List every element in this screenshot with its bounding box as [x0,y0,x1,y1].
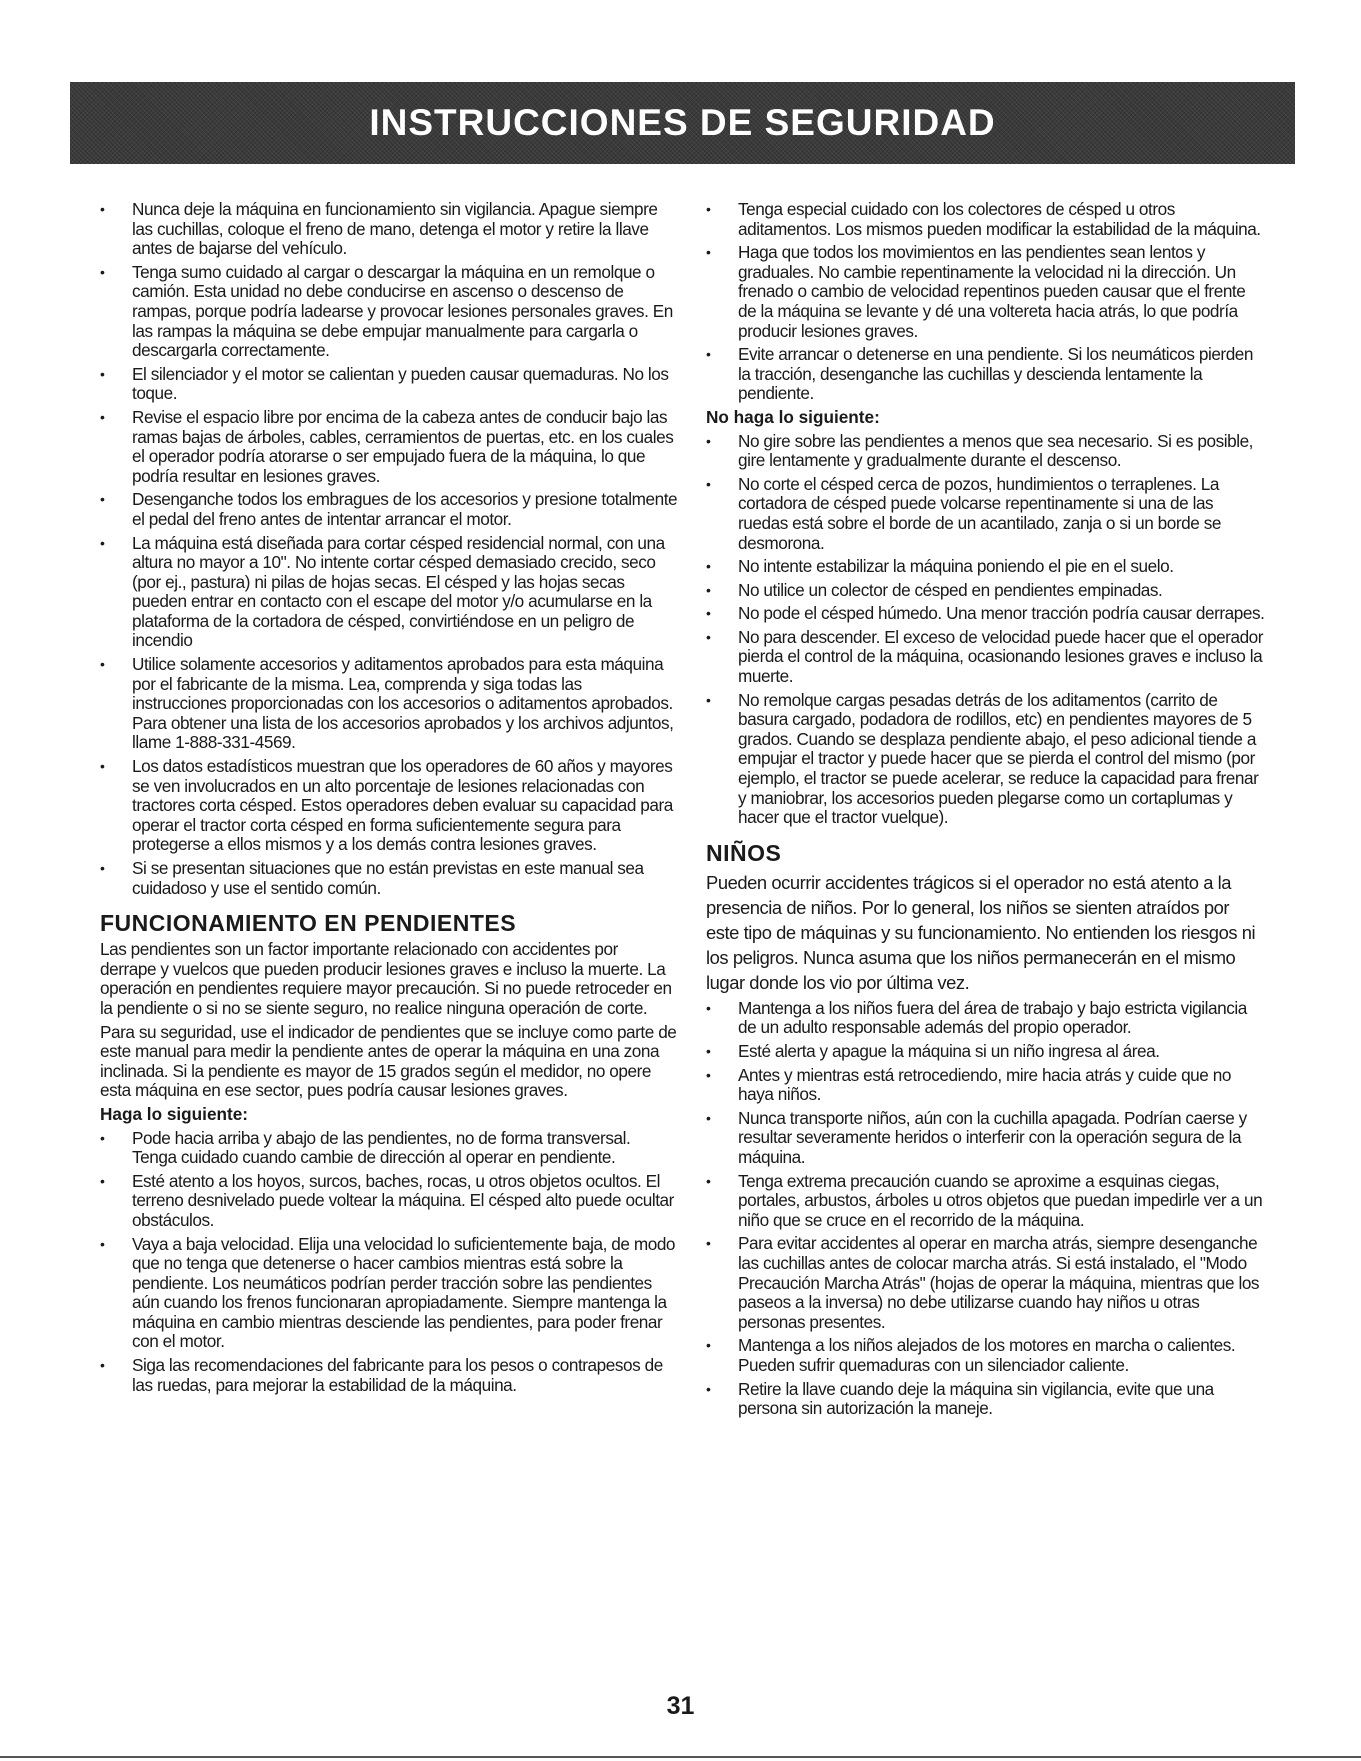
list-item: • Retire la llave cuando deje la máquina sin vigilancia, evite que una persona sin autorización la maneje. [706,1380,1266,1419]
list-item: • No remolque cargas pesadas detrás de los aditamentos (carrito de basura cargado, podadora de rodillos, etc) en pendientes mayores de 5 grados. Cuando se desplaza pendiente abajo, el peso adicional tiende a empujar el tractor y puede hacer que se pierda el control del mismo (por ejemplo, el tractor se puede acelerar, se reduce la capacidad para frenar y maniobrar, los accesorios pueden plegarse como un cortaplumas y hacer que el tractor vuelque). [706,691,1266,828]
list-item: • Utilice solamente accesorios y aditamentos aprobados para esta máquina por el fabricante de la misma. Lea, comprenda y siga todas las instrucciones proporcionadas con los accesorios o aditamentos aprobados. Para obtener una lista de los accesorios aprobados y los archivos adjuntos, llame 1-888-331-4569. [100,655,678,753]
list-item: • Nunca transporte niños, aún con la cuchilla apagada. Podrían caerse y resultar severamente heridos o interferir con la operación segura de la máquina. [706,1109,1266,1168]
slope-care-list [706,200,1266,404]
page-title: INSTRUCCIONES DE SEGURIDAD [369,102,996,143]
list-item: • Evite arrancar o detenerse en una pendiente. Si los neumáticos pierden la tracción, desenganche las cuchillas y descienda lentamente la pendiente. [706,345,1266,404]
section-title-slopes: FUNCIONAMIENTO EN PENDIENTES [100,910,517,937]
do-list [100,1129,678,1396]
children-list [706,999,1266,1419]
section-title-children: NIÑOS [706,839,782,866]
list-item: • Revise el espacio libre por encima de la cabeza antes de conducir bajo las ramas bajas de árboles, cables, cerramientos de puertas, etc. en los cuales el operador podría atorarse o ser empujado fuera de la máquina, lo que podría resultar en lesiones graves. [100,408,678,486]
list-item: • Tenga especial cuidado con los colectores de césped u otros aditamentos. Los mismos pueden modificar la estabilidad de la máquina. [706,200,1266,239]
list-item: • No intente estabilizar la máquina poniendo el pie en el suelo. [706,557,1266,577]
list-item: • Esté atento a los hoyos, surcos, baches, rocas, u otros objetos ocultos. El terreno desnivelado puede voltear la máquina. El césped alto puede ocultar obstáculos. [100,1172,678,1231]
list-item: • Tenga sumo cuidado al cargar o descargar la máquina en un remolque o camión. Esta unidad no debe conducirse en ascenso o descenso de rampas, porque podría ladearse y provocar lesiones personales graves. En las rampas la máquina se debe empujar manualmente para cargarla o descargarla correctamente. [100,263,678,361]
list-item: • Vaya a baja velocidad. Elija una velocidad lo suficientemente baja, de modo que no tenga que detenerse o hacer cambios mientras está sobre la pendiente. Los neumáticos podrían perder tracción sobre las pendientes aún cuando los frenos funcionaran apropiadamente. Siempre mantenga la máquina en cambio mientras desciende las pendientes, para poder frenar con el motor. [100,1235,678,1353]
list-item: • Mantenga a los niños alejados de los motores en marcha o calientes. Pueden sufrir quemaduras con un silenciador caliente. [706,1336,1266,1375]
list-item: • Esté alerta y apague la máquina si un niño ingresa al área. [706,1042,1266,1062]
list-item: • Siga las recomendaciones del fabricante para los pesos o contrapesos de las ruedas, para mejorar la estabilidad de la máquina. [100,1356,678,1395]
list-item: • Mantenga a los niños fuera del área de trabajo y bajo estricta vigilancia de un adulto responsable además del propio operador. [706,999,1266,1038]
general-safety-list [100,200,678,898]
list-item: • No para descender. El exceso de velocidad puede hacer que el operador pierda el control de la máquina, ocasionando lesiones graves e incluso la muerte. [706,628,1266,687]
children-paragraph: Pueden ocurrir accidentes trágicos si el operador no está atento a la presencia de niños. Por lo general, los niños se sienten atraídos por este tipo de máquinas y su funcionamiento. No entienden los riesgos ni los peligros. Nunca asuma que los niños permanecerán en el mismo lugar donde los vio por última vez. [706,871,1256,993]
list-item: • Antes y mientras está retrocediendo, mire hacia atrás y cuide que no haya niños. [706,1066,1266,1105]
list-item: • No pode el césped húmedo. Una menor tracción podría causar derrapes. [706,604,1266,624]
do-subheading: Haga lo siguiente: [100,1103,249,1124]
slopes-paragraph: Para su seguridad, use el indicador de pendientes que se incluye como parte de este manual para medir la pendiente antes de operar la máquina en una zona inclinada. Si la pendiente es mayor de 15 grados según el medidor, no opere esta máquina en ese sector, pues podría causar lesiones graves. [100,1021,677,1101]
dont-list [706,432,1266,828]
list-item: • Nunca deje la máquina en funcionamiento sin vigilancia. Apague siempre las cuchillas, coloque el freno de mano, detenga el motor y retire la llave antes de bajarse del vehículo. [100,200,678,259]
list-item: • Si se presentan situaciones que no están previstas en este manual sea cuidadoso y use el sentido común. [100,859,678,898]
list-item: • Haga que todos los movimientos en las pendientes sean lentos y graduales. No cambie repentinamente la velocidad ni la dirección. Un frenado o cambio de velocidad repentinos pueden causar que el frente de la máquina se levante y dé una voltereta hacia atrás, lo que podría producir lesiones graves. [706,243,1266,341]
slopes-paragraph: Las pendientes son un factor importante relacionado con accidentes por derrape y vuelcos que pueden producir lesiones graves e incluso la muerte. La operación en pendientes requiere mayor precaución. Si no puede retroceder en la pendiente o si no se siente seguro, no realice ninguna operación de corte. [100,939,672,1018]
bottom-divider [0,1756,1361,1758]
page-number: 31 [666,1692,695,1720]
list-item: • No corte el césped cerca de pozos, hundimientos o terraplenes. La cortadora de césped puede volcarse repentinamente si una de las ruedas está sobre el borde de un acantilado, zanja o si un borde se desmorona. [706,475,1266,553]
list-item: • Pode hacia arriba y abajo de las pendientes, no de forma transversal. Tenga cuidado cuando cambie de dirección al operar en pendiente. [100,1129,678,1168]
list-item: • No gire sobre las pendientes a menos que sea necesario. Si es posible, gire lentamente y gradualmente durante el descenso. [706,432,1266,471]
list-item: • Los datos estadísticos muestran que los operadores de 60 años y mayores se ven involucrados en un alto porcentaje de lesiones relacionadas con tractores corta césped. Estos operadores deben evaluar su capacidad para operar el tractor corta césped en forma suficientemente segura para protegerse a ellos mismos y a los demás contra lesiones graves. [100,757,678,855]
list-item: • Desenganche todos los embragues de los accesorios y presione totalmente el pedal del freno antes de intentar arrancar el motor. [100,490,678,529]
header-banner [70,82,1295,164]
list-item: • La máquina está diseñada para cortar césped residencial normal, con una altura no mayor a 10". No intente cortar césped demasiado crecido, seco (por ej., pastura) ni pilas de hojas secas. El césped y las hojas secas pueden entrar en contacto con el escape del motor y/o acumularse en la plataforma de la cortadora de césped, convirtiéndose en un peligro de incendio [100,534,678,652]
dont-subheading: No haga lo siguiente: [706,406,880,427]
right-column [706,200,1266,1423]
list-item: • No utilice un colector de césped en pendientes empinadas. [706,581,1266,601]
list-item: • El silenciador y el motor se calientan y pueden causar quemaduras. No los toque. [100,365,678,404]
list-item: • Para evitar accidentes al operar en marcha atrás, siempre desenganche las cuchillas antes de colocar marcha atrás. Si está instalado, el "Modo Precaución Marcha Atrás" (hojas de operar la máquina, mientras que los paseos a la inversa) no debe utilizarse cuando hay niños u otras personas presentes. [706,1234,1266,1332]
list-item: • Tenga extrema precaución cuando se aproxime a esquinas ciegas, portales, arbustos, árboles u otros objetos que puedan impedirle ver a un niño que se cruce en el recorrido de la máquina. [706,1172,1266,1231]
left-column [100,200,678,1399]
